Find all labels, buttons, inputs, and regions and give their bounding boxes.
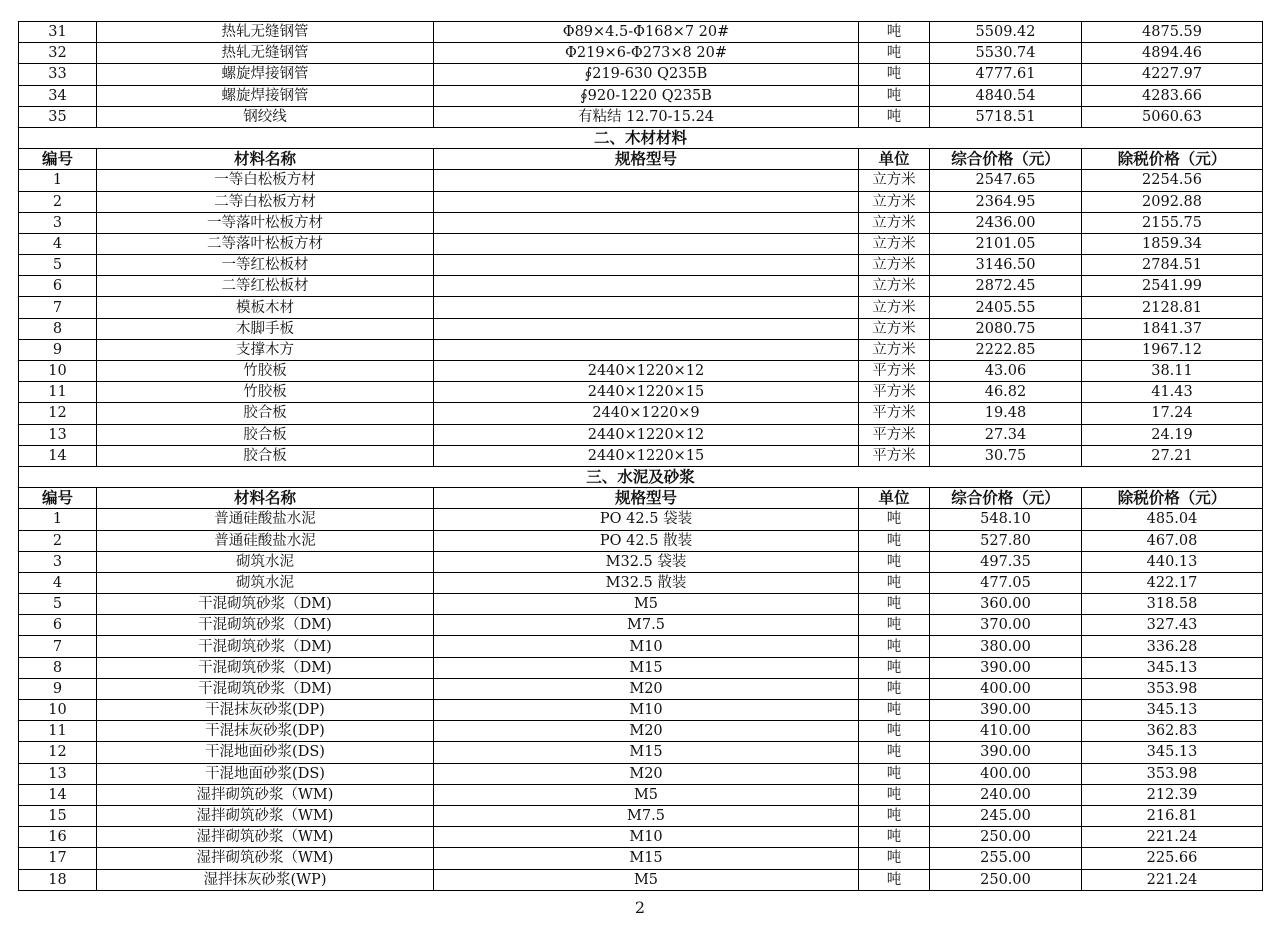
- unit-cell: 单位: [859, 149, 930, 170]
- table-row: [19, 212, 1263, 233]
- total-price-cell: 5509.42: [930, 22, 1082, 43]
- unit-cell: 吨: [859, 22, 930, 43]
- item-number-cell: 11: [19, 382, 97, 403]
- table-row: [19, 530, 1263, 551]
- total-price-cell: 5530.74: [930, 43, 1082, 64]
- unit-cell: 吨: [859, 43, 930, 64]
- tax-excluded-price-cell: 除税价格（元）: [1082, 149, 1263, 170]
- material-name-cell: 二等白松板方材: [97, 191, 434, 212]
- specification-cell: 规格型号: [434, 488, 859, 509]
- total-price-cell: 2872.45: [930, 276, 1082, 297]
- total-price-cell: 5718.51: [930, 106, 1082, 127]
- material-name-cell: 螺旋焊接钢管: [97, 85, 434, 106]
- unit-cell: 吨: [859, 784, 930, 805]
- material-name-cell: 材料名称: [97, 488, 434, 509]
- unit-cell: 平方米: [859, 424, 930, 445]
- table-row: [19, 636, 1263, 657]
- total-price-cell: 527.80: [930, 530, 1082, 551]
- item-number-cell: 5: [19, 255, 97, 276]
- table-row: [19, 805, 1263, 826]
- unit-cell: 吨: [859, 551, 930, 572]
- table-row: [19, 657, 1263, 678]
- unit-cell: 吨: [859, 827, 930, 848]
- tax-excluded-price-cell: 24.19: [1082, 424, 1263, 445]
- unit-cell: 吨: [859, 636, 930, 657]
- unit-cell: 立方米: [859, 212, 930, 233]
- material-name-cell: 砌筑水泥: [97, 572, 434, 593]
- total-price-cell: 2222.85: [930, 339, 1082, 360]
- item-number-cell: 2: [19, 191, 97, 212]
- tax-excluded-price-cell: 4875.59: [1082, 22, 1263, 43]
- tax-excluded-price-cell: 2092.88: [1082, 191, 1263, 212]
- table-row: [19, 742, 1263, 763]
- tax-excluded-price-cell: 353.98: [1082, 678, 1263, 699]
- tax-excluded-price-cell: 216.81: [1082, 805, 1263, 826]
- total-price-cell: 497.35: [930, 551, 1082, 572]
- material-name-cell: 竹胶板: [97, 382, 434, 403]
- item-number-cell: 35: [19, 106, 97, 127]
- specification-cell: [434, 233, 859, 254]
- tax-excluded-price-cell: 4283.66: [1082, 85, 1263, 106]
- tax-excluded-price-cell: 221.24: [1082, 827, 1263, 848]
- item-number-cell: 12: [19, 742, 97, 763]
- item-number-cell: 16: [19, 827, 97, 848]
- unit-cell: 吨: [859, 700, 930, 721]
- unit-cell: 吨: [859, 848, 930, 869]
- specification-cell: PO 42.5 散装: [434, 530, 859, 551]
- total-price-cell: 255.00: [930, 848, 1082, 869]
- material-name-cell: 胶合板: [97, 424, 434, 445]
- total-price-cell: 2405.55: [930, 297, 1082, 318]
- total-price-cell: 370.00: [930, 615, 1082, 636]
- total-price-cell: 综合价格（元）: [930, 149, 1082, 170]
- unit-cell: 平方米: [859, 445, 930, 466]
- table-row: [19, 170, 1263, 191]
- table-row: [19, 22, 1263, 43]
- material-name-cell: 一等红松板材: [97, 255, 434, 276]
- total-price-cell: 2080.75: [930, 318, 1082, 339]
- item-number-cell: 7: [19, 297, 97, 318]
- specification-cell: [434, 170, 859, 191]
- specification-cell: M15: [434, 657, 859, 678]
- table-row: [19, 233, 1263, 254]
- specification-cell: [434, 191, 859, 212]
- material-name-cell: 热轧无缝钢管: [97, 43, 434, 64]
- unit-cell: 吨: [859, 530, 930, 551]
- material-name-cell: 砌筑水泥: [97, 551, 434, 572]
- item-number-cell: 9: [19, 339, 97, 360]
- unit-cell: 立方米: [859, 318, 930, 339]
- tax-excluded-price-cell: 327.43: [1082, 615, 1263, 636]
- item-number-cell: 6: [19, 615, 97, 636]
- specification-cell: 2440×1220×12: [434, 361, 859, 382]
- total-price-cell: 245.00: [930, 805, 1082, 826]
- tax-excluded-price-cell: 1967.12: [1082, 339, 1263, 360]
- total-price-cell: 19.48: [930, 403, 1082, 424]
- tax-excluded-price-cell: 353.98: [1082, 763, 1263, 784]
- item-number-cell: 10: [19, 700, 97, 721]
- table-row: [19, 276, 1263, 297]
- item-number-cell: 3: [19, 212, 97, 233]
- material-name-cell: 竹胶板: [97, 361, 434, 382]
- specification-cell: M20: [434, 763, 859, 784]
- total-price-cell: 43.06: [930, 361, 1082, 382]
- unit-cell: 立方米: [859, 255, 930, 276]
- tax-excluded-price-cell: 4227.97: [1082, 64, 1263, 85]
- table-row: [19, 827, 1263, 848]
- specification-cell: 2440×1220×9: [434, 403, 859, 424]
- section-title: 二、木材材料: [19, 127, 1263, 148]
- tax-excluded-price-cell: 4894.46: [1082, 43, 1263, 64]
- material-name-cell: 干混抹灰砂浆(DP): [97, 700, 434, 721]
- material-name-cell: 干混砌筑砂浆（DM): [97, 678, 434, 699]
- unit-cell: 吨: [859, 869, 930, 890]
- material-name-cell: 湿拌抹灰砂浆(WP): [97, 869, 434, 890]
- section-title: 三、水泥及砂浆: [19, 466, 1263, 487]
- item-number-cell: 15: [19, 805, 97, 826]
- material-name-cell: 干混砌筑砂浆（DM): [97, 636, 434, 657]
- item-number-cell: 9: [19, 678, 97, 699]
- material-name-cell: 湿拌砌筑砂浆（WM): [97, 805, 434, 826]
- item-number-cell: 8: [19, 318, 97, 339]
- specification-cell: M7.5: [434, 805, 859, 826]
- unit-cell: 吨: [859, 657, 930, 678]
- tax-excluded-price-cell: 467.08: [1082, 530, 1263, 551]
- table-row: [19, 191, 1263, 212]
- unit-cell: 平方米: [859, 361, 930, 382]
- material-name-cell: 一等落叶松板方材: [97, 212, 434, 233]
- tax-excluded-price-cell: 345.13: [1082, 700, 1263, 721]
- material-name-cell: 普通硅酸盐水泥: [97, 530, 434, 551]
- table-row: [19, 318, 1263, 339]
- tax-excluded-price-cell: 2254.56: [1082, 170, 1263, 191]
- page-number: 2: [634, 898, 646, 917]
- tax-excluded-price-cell: 362.83: [1082, 721, 1263, 742]
- specification-cell: M20: [434, 678, 859, 699]
- tax-excluded-price-cell: 38.11: [1082, 361, 1263, 382]
- specification-cell: M5: [434, 784, 859, 805]
- table-row: [19, 784, 1263, 805]
- material-name-cell: 干混抹灰砂浆(DP): [97, 721, 434, 742]
- item-number-cell: 8: [19, 657, 97, 678]
- table-row: [19, 106, 1263, 127]
- material-name-cell: 木脚手板: [97, 318, 434, 339]
- unit-cell: 吨: [859, 721, 930, 742]
- specification-cell: 2440×1220×12: [434, 424, 859, 445]
- unit-cell: 吨: [859, 678, 930, 699]
- specification-cell: M20: [434, 721, 859, 742]
- item-number-cell: 11: [19, 721, 97, 742]
- material-name-cell: 干混地面砂浆(DS): [97, 763, 434, 784]
- price-table-body: [19, 22, 1263, 891]
- section-title-row: [19, 466, 1263, 487]
- total-price-cell: 2436.00: [930, 212, 1082, 233]
- item-number-cell: 2: [19, 530, 97, 551]
- table-header-row: [19, 488, 1263, 509]
- price-table: [18, 21, 1263, 891]
- total-price-cell: 250.00: [930, 827, 1082, 848]
- specification-cell: M5: [434, 869, 859, 890]
- specification-cell: PO 42.5 袋装: [434, 509, 859, 530]
- unit-cell: 立方米: [859, 191, 930, 212]
- item-number-cell: 14: [19, 784, 97, 805]
- item-number-cell: 33: [19, 64, 97, 85]
- tax-excluded-price-cell: 1841.37: [1082, 318, 1263, 339]
- table-row: [19, 361, 1263, 382]
- material-name-cell: 普通硅酸盐水泥: [97, 509, 434, 530]
- table-row: [19, 43, 1263, 64]
- total-price-cell: 综合价格（元）: [930, 488, 1082, 509]
- material-name-cell: 二等红松板材: [97, 276, 434, 297]
- tax-excluded-price-cell: 41.43: [1082, 382, 1263, 403]
- total-price-cell: 400.00: [930, 763, 1082, 784]
- tax-excluded-price-cell: 2155.75: [1082, 212, 1263, 233]
- total-price-cell: 2547.65: [930, 170, 1082, 191]
- specification-cell: [434, 255, 859, 276]
- specification-cell: M15: [434, 848, 859, 869]
- specification-cell: [434, 276, 859, 297]
- material-name-cell: 干混砌筑砂浆（DM): [97, 615, 434, 636]
- total-price-cell: 477.05: [930, 572, 1082, 593]
- unit-cell: 立方米: [859, 297, 930, 318]
- unit-cell: 吨: [859, 615, 930, 636]
- table-row: [19, 594, 1263, 615]
- tax-excluded-price-cell: 17.24: [1082, 403, 1263, 424]
- specification-cell: M15: [434, 742, 859, 763]
- table-row: [19, 255, 1263, 276]
- item-number-cell: 18: [19, 869, 97, 890]
- total-price-cell: 380.00: [930, 636, 1082, 657]
- specification-cell: 有粘结 12.70-15.24: [434, 106, 859, 127]
- item-number-cell: 7: [19, 636, 97, 657]
- total-price-cell: 3146.50: [930, 255, 1082, 276]
- total-price-cell: 4777.61: [930, 64, 1082, 85]
- tax-excluded-price-cell: 485.04: [1082, 509, 1263, 530]
- item-number-cell: 1: [19, 509, 97, 530]
- material-name-cell: 钢绞线: [97, 106, 434, 127]
- specification-cell: M32.5 散装: [434, 572, 859, 593]
- tax-excluded-price-cell: 除税价格（元）: [1082, 488, 1263, 509]
- table-row: [19, 424, 1263, 445]
- unit-cell: 吨: [859, 509, 930, 530]
- material-name-cell: 模板木材: [97, 297, 434, 318]
- tax-excluded-price-cell: 221.24: [1082, 869, 1263, 890]
- material-name-cell: 胶合板: [97, 403, 434, 424]
- tax-excluded-price-cell: 336.28: [1082, 636, 1263, 657]
- tax-excluded-price-cell: 345.13: [1082, 657, 1263, 678]
- unit-cell: 吨: [859, 594, 930, 615]
- total-price-cell: 46.82: [930, 382, 1082, 403]
- unit-cell: 吨: [859, 742, 930, 763]
- table-row: [19, 64, 1263, 85]
- specification-cell: 2440×1220×15: [434, 382, 859, 403]
- table-row: [19, 509, 1263, 530]
- item-number-cell: 编号: [19, 149, 97, 170]
- table-header-row: [19, 149, 1263, 170]
- table-row: [19, 763, 1263, 784]
- total-price-cell: 27.34: [930, 424, 1082, 445]
- specification-cell: [434, 297, 859, 318]
- item-number-cell: 13: [19, 424, 97, 445]
- material-name-cell: 干混砌筑砂浆（DM): [97, 657, 434, 678]
- tax-excluded-price-cell: 1859.34: [1082, 233, 1263, 254]
- table-row: [19, 721, 1263, 742]
- total-price-cell: 410.00: [930, 721, 1082, 742]
- total-price-cell: 4840.54: [930, 85, 1082, 106]
- table-row: [19, 615, 1263, 636]
- tax-excluded-price-cell: 2784.51: [1082, 255, 1263, 276]
- material-name-cell: 支撑木方: [97, 339, 434, 360]
- item-number-cell: 32: [19, 43, 97, 64]
- table-row: [19, 382, 1263, 403]
- table-row: [19, 678, 1263, 699]
- material-name-cell: 湿拌砌筑砂浆（WM): [97, 848, 434, 869]
- material-name-cell: 胶合板: [97, 445, 434, 466]
- item-number-cell: 6: [19, 276, 97, 297]
- table-row: [19, 572, 1263, 593]
- unit-cell: 立方米: [859, 233, 930, 254]
- tax-excluded-price-cell: 212.39: [1082, 784, 1263, 805]
- material-name-cell: 湿拌砌筑砂浆（WM): [97, 784, 434, 805]
- material-name-cell: 湿拌砌筑砂浆（WM): [97, 827, 434, 848]
- specification-cell: 2440×1220×15: [434, 445, 859, 466]
- unit-cell: 立方米: [859, 339, 930, 360]
- specification-cell: M7.5: [434, 615, 859, 636]
- unit-cell: 吨: [859, 64, 930, 85]
- item-number-cell: 12: [19, 403, 97, 424]
- material-name-cell: 一等白松板方材: [97, 170, 434, 191]
- section-title-row: [19, 127, 1263, 148]
- total-price-cell: 390.00: [930, 657, 1082, 678]
- table-row: [19, 445, 1263, 466]
- total-price-cell: 240.00: [930, 784, 1082, 805]
- material-name-cell: 干混地面砂浆(DS): [97, 742, 434, 763]
- table-row: [19, 848, 1263, 869]
- tax-excluded-price-cell: 27.21: [1082, 445, 1263, 466]
- table-row: [19, 869, 1263, 890]
- unit-cell: 立方米: [859, 276, 930, 297]
- tax-excluded-price-cell: 318.58: [1082, 594, 1263, 615]
- tax-excluded-price-cell: 422.17: [1082, 572, 1263, 593]
- material-name-cell: 材料名称: [97, 149, 434, 170]
- item-number-cell: 17: [19, 848, 97, 869]
- specification-cell: Φ89×4.5-Φ168×7 20#: [434, 22, 859, 43]
- specification-cell: M10: [434, 700, 859, 721]
- item-number-cell: 14: [19, 445, 97, 466]
- item-number-cell: 31: [19, 22, 97, 43]
- item-number-cell: 10: [19, 361, 97, 382]
- specification-cell: M32.5 袋装: [434, 551, 859, 572]
- tax-excluded-price-cell: 2128.81: [1082, 297, 1263, 318]
- specification-cell: [434, 318, 859, 339]
- unit-cell: 吨: [859, 106, 930, 127]
- unit-cell: 吨: [859, 805, 930, 826]
- specification-cell: [434, 339, 859, 360]
- total-price-cell: 250.00: [930, 869, 1082, 890]
- specification-cell: ∮219-630 Q235B: [434, 64, 859, 85]
- unit-cell: 单位: [859, 488, 930, 509]
- unit-cell: 吨: [859, 572, 930, 593]
- unit-cell: 平方米: [859, 403, 930, 424]
- total-price-cell: 2101.05: [930, 233, 1082, 254]
- total-price-cell: 548.10: [930, 509, 1082, 530]
- unit-cell: 吨: [859, 85, 930, 106]
- specification-cell: M5: [434, 594, 859, 615]
- specification-cell: 规格型号: [434, 149, 859, 170]
- tax-excluded-price-cell: 440.13: [1082, 551, 1263, 572]
- unit-cell: 吨: [859, 763, 930, 784]
- total-price-cell: 390.00: [930, 700, 1082, 721]
- specification-cell: M10: [434, 636, 859, 657]
- total-price-cell: 30.75: [930, 445, 1082, 466]
- item-number-cell: 34: [19, 85, 97, 106]
- table-row: [19, 700, 1263, 721]
- tax-excluded-price-cell: 2541.99: [1082, 276, 1263, 297]
- table-row: [19, 85, 1263, 106]
- material-name-cell: 二等落叶松板方材: [97, 233, 434, 254]
- item-number-cell: 13: [19, 763, 97, 784]
- material-name-cell: 热轧无缝钢管: [97, 22, 434, 43]
- tax-excluded-price-cell: 345.13: [1082, 742, 1263, 763]
- item-number-cell: 4: [19, 233, 97, 254]
- tax-excluded-price-cell: 225.66: [1082, 848, 1263, 869]
- item-number-cell: 编号: [19, 488, 97, 509]
- total-price-cell: 360.00: [930, 594, 1082, 615]
- total-price-cell: 400.00: [930, 678, 1082, 699]
- table-row: [19, 551, 1263, 572]
- unit-cell: 平方米: [859, 382, 930, 403]
- item-number-cell: 1: [19, 170, 97, 191]
- item-number-cell: 3: [19, 551, 97, 572]
- total-price-cell: 2364.95: [930, 191, 1082, 212]
- item-number-cell: 4: [19, 572, 97, 593]
- material-name-cell: 干混砌筑砂浆（DM): [97, 594, 434, 615]
- specification-cell: M10: [434, 827, 859, 848]
- tax-excluded-price-cell: 5060.63: [1082, 106, 1263, 127]
- material-name-cell: 螺旋焊接钢管: [97, 64, 434, 85]
- table-row: [19, 403, 1263, 424]
- specification-cell: [434, 212, 859, 233]
- table-row: [19, 339, 1263, 360]
- specification-cell: ∮920-1220 Q235B: [434, 85, 859, 106]
- specification-cell: Φ219×6-Φ273×8 20#: [434, 43, 859, 64]
- total-price-cell: 390.00: [930, 742, 1082, 763]
- unit-cell: 立方米: [859, 170, 930, 191]
- table-row: [19, 297, 1263, 318]
- item-number-cell: 5: [19, 594, 97, 615]
